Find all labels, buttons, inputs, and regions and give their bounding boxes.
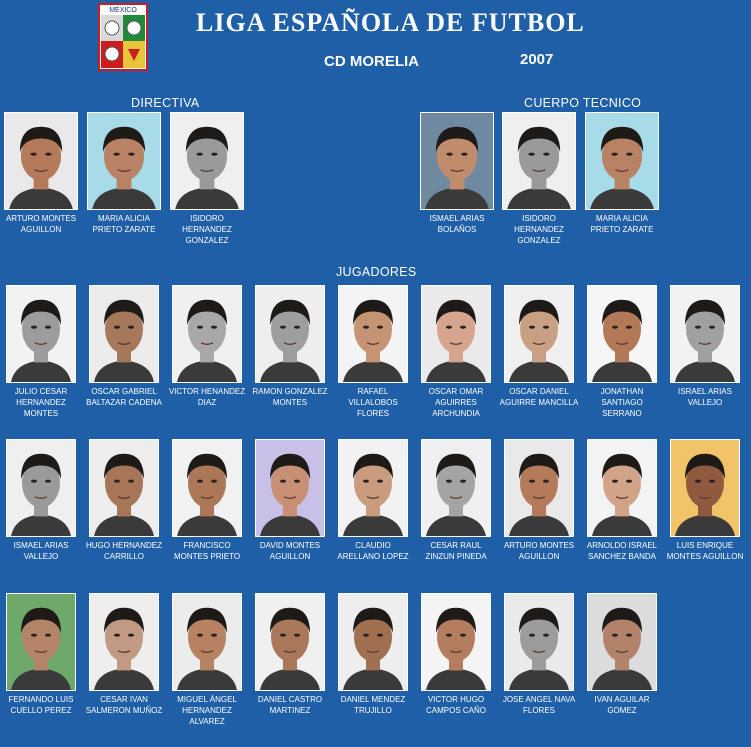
person-name: DANIEL CASTRO MARTINEZ [257, 695, 323, 715]
person-name: CESAR IVAN SALMERON MUÑOZ [85, 695, 163, 715]
person-name: HUGO HERNANDEZ CARRILLO [85, 541, 162, 561]
portrait-photo [338, 593, 408, 691]
person-card [333, 285, 413, 419]
person-card [167, 439, 247, 562]
portrait-photo [255, 593, 325, 691]
portrait-photo [6, 285, 76, 383]
person-name: MARIA ALICIA PRIETO ZARATE [92, 214, 156, 234]
portrait-photo [89, 439, 159, 537]
person-name: FERNANDO LUIS CUELLO PEREZ [8, 695, 74, 715]
portrait-photo [504, 285, 574, 383]
person-name: VICTOR HENANDEZ DIAZ [168, 387, 246, 407]
section-cuerpo-tecnico: CUERPO TECNICO [524, 96, 642, 110]
person-card [665, 439, 745, 562]
portrait-photo [170, 112, 244, 210]
person-name: RAFAEL VILLALOBOS FLORES [348, 387, 398, 418]
person-name: RAMON GONZALEZ MONTES [252, 387, 328, 407]
person-card [167, 285, 247, 408]
portrait-photo [421, 285, 491, 383]
portrait-photo [89, 593, 159, 691]
portrait-photo [585, 112, 659, 210]
portrait-photo [89, 285, 159, 383]
portrait-photo [172, 285, 242, 383]
person-name: ISIDORO HERNANDEZ GONZALEZ [514, 214, 564, 245]
section-directiva: DIRECTIVA [131, 96, 200, 110]
person-card [1, 439, 81, 562]
person-name: CLAUDIO ARELLANO LOPEZ [337, 541, 409, 561]
person-name: MARIA ALICIA PRIETO ZARATE [590, 214, 654, 234]
portrait-photo [504, 593, 574, 691]
person-name: ARTURO MONTES AGUILLON [5, 214, 77, 234]
person-name: CESAR RAUL ZINZUN PINEDA [425, 541, 487, 561]
season-year: 2007 [520, 51, 554, 68]
person-card [665, 285, 745, 408]
person-card [499, 439, 579, 562]
logo-text: MEXICO [109, 7, 137, 14]
person-name: OSCAR DANIEL AGUIRRE MANCILLA [499, 387, 579, 407]
person-card [1, 112, 81, 235]
person-name: JULIO CESAR HERNANDEZ MONTES [14, 387, 68, 418]
person-name: OSCAR GABRIEL BALTAZAR CADENA [86, 387, 162, 407]
person-name: JOSE ANGEL NAVA FLORES [502, 695, 576, 715]
person-name: DANIEL MENDEZ TRUJILLO [340, 695, 406, 715]
page-title: LIGA ESPAÑOLA DE FUTBOL [196, 8, 585, 37]
person-card [250, 285, 330, 408]
portrait-photo [6, 439, 76, 537]
portrait-photo [87, 112, 161, 210]
person-card [416, 439, 496, 562]
person-card [582, 112, 662, 235]
person-card [250, 593, 330, 716]
portrait-photo [255, 285, 325, 383]
person-name: ISRAEL ARIAS VALLEJO [678, 387, 732, 407]
portrait-photo [421, 593, 491, 691]
person-card [167, 112, 247, 246]
person-card [582, 593, 662, 716]
portrait-photo [172, 439, 242, 537]
section-jugadores: JUGADORES [336, 265, 417, 279]
person-name: OSCAR OMAR AGUIRRES ARCHUNDIA [428, 387, 484, 418]
person-name: ISMAEL ARIAS VALLEJO [13, 541, 69, 561]
person-name: LUIS ENRIQUE MONTES AGUILLON [666, 541, 744, 561]
person-card [84, 593, 164, 716]
portrait-photo [670, 439, 740, 537]
person-name: ISIDORO HERNANDEZ GONZALEZ [182, 214, 232, 245]
person-card [84, 112, 164, 235]
person-card [417, 112, 497, 235]
portrait-photo [587, 285, 657, 383]
portrait-photo [4, 112, 78, 210]
person-card [416, 285, 496, 419]
portrait-photo [172, 593, 242, 691]
person-card [84, 439, 164, 562]
portrait-photo [421, 439, 491, 537]
person-name: ARTURO MONTES AGUILLON [503, 541, 575, 561]
portrait-photo [587, 439, 657, 537]
portrait-photo [338, 285, 408, 383]
portrait-photo [338, 439, 408, 537]
mexico-crest-logo [98, 3, 148, 71]
person-card [416, 593, 496, 716]
person-name: ARNOLDO ISRAEL SANCHEZ BANDA [586, 541, 658, 561]
person-name: DAVID MONTES AGUILLON [259, 541, 321, 561]
portrait-photo [420, 112, 494, 210]
person-name: MIGUEL ÁNGEL HERNANDEZ ALVAREZ [177, 695, 237, 726]
portrait-photo [255, 439, 325, 537]
portrait-photo [504, 439, 574, 537]
person-card [1, 593, 81, 716]
person-card [499, 593, 579, 716]
person-card [582, 439, 662, 562]
portrait-photo [587, 593, 657, 691]
portrait-photo [502, 112, 576, 210]
person-card [84, 285, 164, 408]
person-card [250, 439, 330, 562]
person-card [333, 593, 413, 716]
club-name: CD MORELIA [324, 53, 419, 70]
portrait-photo [670, 285, 740, 383]
person-name: IVAN AGUILAR GOMEZ [594, 695, 650, 715]
person-card [167, 593, 247, 727]
person-name: JONATHAN SANTIAGO SERRANO [600, 387, 644, 418]
person-name: FRANCISCO MONTES PRIETO [173, 541, 241, 561]
person-card [1, 285, 81, 419]
person-card [333, 439, 413, 562]
person-name: VICTOR HUGO CAMPOS CAÑO [425, 695, 486, 715]
person-card [582, 285, 662, 419]
person-name: ISMAEL ARIAS BOLAÑOS [429, 214, 485, 234]
person-card [499, 112, 579, 246]
portrait-photo [6, 593, 76, 691]
person-card [499, 285, 579, 408]
